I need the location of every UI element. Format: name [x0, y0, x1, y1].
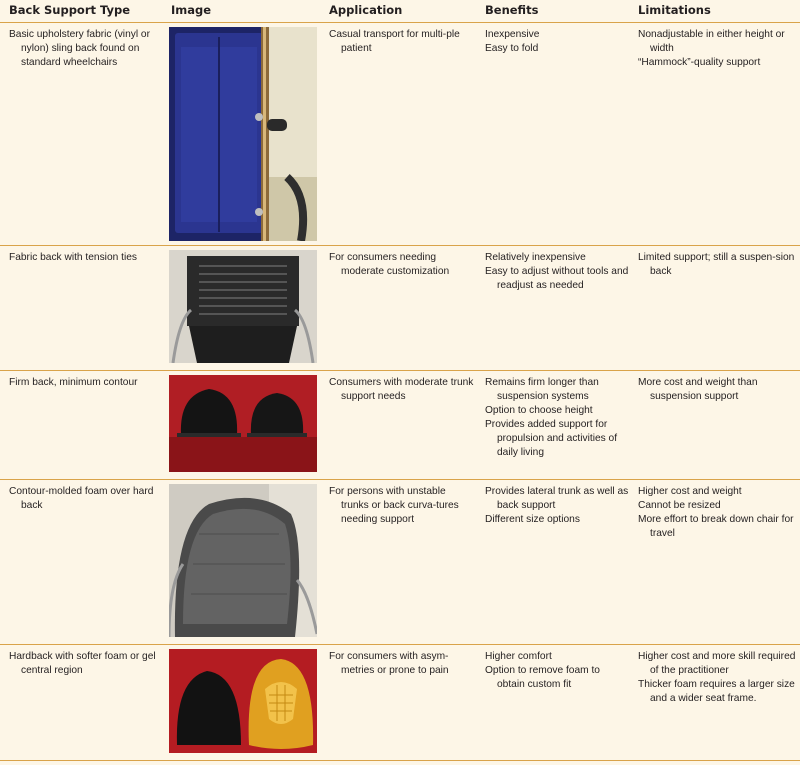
limitations-cell: Nonadjustable in either height or width “Hammock”-quality support [629, 22, 800, 245]
contour-molded-back-image [169, 484, 317, 637]
header-application: Application [320, 0, 476, 22]
application-cell: For persons with unstable trunks or back curva-tures needing support [320, 479, 476, 644]
table-row [0, 370, 800, 479]
header-image: Image [162, 0, 320, 22]
header-limitations: Limitations [629, 0, 800, 22]
application-cell: For consumers with asym-metries or prone to pain [320, 644, 476, 760]
benefits-cell: Inexpensive Easy to fold [476, 22, 629, 245]
table-row [0, 22, 800, 245]
benefits-cell: Remains firm longer than suspension systems Option to choose height Provides added support for propulsion and activities of daily living [476, 370, 629, 479]
limitations-cell: Higher cost and weight Cannot be resized More effort to break down chair for travel [629, 479, 800, 644]
limitations-cell: More cost and weight than suspension support [629, 370, 800, 479]
application-cell: For consumers needing moderate customization [320, 245, 476, 370]
benefits-cell: Provides lateral trunk as well as back support Different size options [476, 479, 629, 644]
limitations-cell: Higher cost and more skill required of the practitioner Thicker foam requires a larger size and a wider seat frame. [629, 644, 800, 760]
firm-back-image [169, 375, 317, 472]
type-cell: Hardback with softer foam or gel central region [0, 644, 162, 760]
benefits-cell: Relatively inexpensive Easy to adjust without tools and readjust as needed [476, 245, 629, 370]
table-row [0, 479, 800, 644]
type-cell: Basic upholstery fabric (vinyl or nylon) sling back found on standard wheelchairs [0, 22, 162, 245]
type-cell: Contour-molded foam over hard back [0, 479, 162, 644]
header-benefits: Benefits [476, 0, 629, 22]
application-cell: Casual transport for multi-ple patient [320, 22, 476, 245]
type-cell: Firm back, minimum contour [0, 370, 162, 479]
table-row [0, 245, 800, 370]
limitations-cell: Limited support; still a suspen-sion back [629, 245, 800, 370]
type-cell: Fabric back with tension ties [0, 245, 162, 370]
table-row [0, 644, 800, 760]
benefits-cell: Higher comfort Option to remove foam to obtain custom fit [476, 644, 629, 760]
table-header-row [0, 0, 800, 22]
application-cell: Consumers with moderate trunk support needs [320, 370, 476, 479]
tension-tie-back-image [169, 250, 317, 363]
gel-center-back-image [169, 649, 317, 753]
sling-back-wheelchair-image [169, 27, 317, 241]
header-type: Back Support Type [0, 0, 162, 22]
